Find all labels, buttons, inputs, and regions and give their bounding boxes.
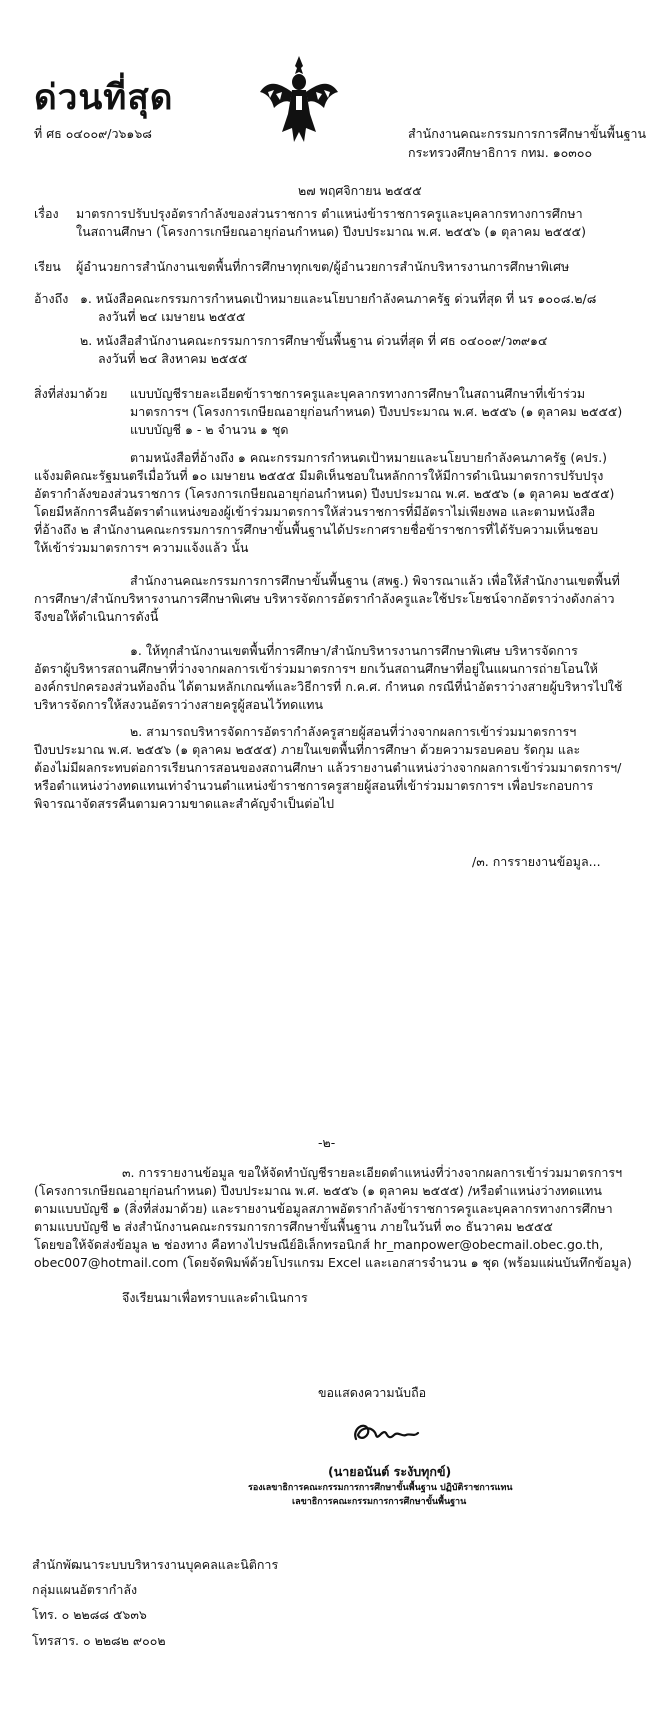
sender-address: กระทรวงศึกษาธิการ กทม. ๑๐๓๐๐ <box>408 145 593 160</box>
body-line: obec007@hotmail.com (โดยจัดพิมพ์ด้วยโปรแกรม Excel และเอกสารจำนวน ๑ ชุด (พร้อมแผ่นบันทึกข้อมูล) <box>34 1255 632 1270</box>
signer-title: เลขาธิการคณะกรรมการการศึกษาขั้นพื้นฐาน <box>292 1497 467 1507</box>
reference-item: ลงวันที่ ๒๔ สิงหาคม ๒๕๕๕ <box>98 351 248 366</box>
group-name: กลุ่มแผนอัตรากำลัง <box>32 1582 138 1597</box>
body-line: ปีงบประมาณ พ.ศ. ๒๕๕๖ (๑ ตุลาคม ๒๕๕๕) ภายในเขตพื้นที่การศึกษา ด้วยความรอบคอบ รัดกุม และ <box>34 742 581 757</box>
closing-text: จึงเรียนมาเพื่อทราบและดำเนินการ <box>122 1290 308 1305</box>
salutation-label: เรียน <box>34 259 61 274</box>
garuda-emblem <box>258 52 340 148</box>
body-line: ตามแบบบัญชี ๑ (สิ่งที่ส่งมาด้วย) และรายงานข้อมูลสภาพอัตรากำลังข้าราชการครูและบุคลากรทางการศึกษา <box>34 1201 613 1216</box>
telephone: โทร. ๐ ๒๒๘๘ ๕๖๓๖ <box>32 1607 147 1622</box>
body-line: ๑. ให้ทุกสำนักงานเขตพื้นที่การศึกษา/สำนักบริหารงานการศึกษาพิเศษ บริหารจัดการ <box>130 643 578 658</box>
body-line: ต้องไม่มีผลกระทบต่อการเรียนการสอนของสถานศึกษา แล้วรายงานตำแหน่งว่างจากผลการเข้าร่วมมาตรการฯ/ <box>34 760 622 775</box>
body-line: ตามหนังสือที่อ้างถึง ๑ คณะกรรมการกำหนดเป้าหมายและนโยบายกำลังคนภาครัฐ (คปร.) <box>130 450 608 465</box>
sender-organization: สำนักงานคณะกรรมการการศึกษาขั้นพื้นฐาน <box>408 126 647 141</box>
body-line: การศึกษา/สำนักบริหารงานการศึกษาพิเศษ บริหารจัดการอัตรากำลังครูและใช้ประโยชน์จากอัตราว่างดังกล่าว <box>34 591 615 606</box>
body-line: ที่อ้างถึง ๒ สำนักงานคณะกรรมการการศึกษาขั้นพื้นฐานได้ประกาศรายชื่อข้าราชการที่ได้รับความเห็นชอบ <box>34 522 599 537</box>
urgent-title: ด่วนที่สุด <box>34 78 174 118</box>
reference-label: อ้างถึง <box>34 291 69 306</box>
body-line: พิจารณาจัดสรรคืนตามความขาดและสำคัญจำเป็นต่อไป <box>34 796 335 811</box>
subject-line: ในสถานศึกษา (โครงการเกษียณอายุก่อนกำหนด) ปีงบประมาณ พ.ศ. ๒๕๕๖ (๑ ตุลาคม ๒๕๕๕) <box>76 224 587 239</box>
body-line: อัตราผู้บริหารสถานศึกษาที่ว่างจากผลการเข้าร่วมมาตรการฯ ยกเว้นสถานศึกษาที่อยู่ในแผนการถ่ายโอนให้ <box>34 661 598 676</box>
body-line: โดยมีหลักการคืนอัตราตำแหน่งของผู้เข้าร่วมมาตรการให้ส่วนราชการที่มีอัตราไม่เพียงพอ และตามหนังสือ <box>34 504 596 519</box>
body-line: บริหารจัดการให้สงวนอัตราว่างสายครูผู้สอนไว้ทดแทน <box>34 697 324 712</box>
regards-text: ขอแสดงความนับถือ <box>318 1385 427 1400</box>
body-line: (โครงการเกษียณอายุก่อนกำหนด) ปีงบประมาณ พ.ศ. ๒๕๕๖ (๑ ตุลาคม ๒๕๕๕) /หรือตำแหน่งว่างทดแทน <box>34 1183 602 1198</box>
body-line: แจ้งมติคณะรัฐมนตรีเมื่อวันที่ ๑๐ เมษายน ๒๕๕๕ มีมติเห็นชอบในหลักการให้มีการดำเนินมาตรการปรับปรุง <box>34 468 604 483</box>
salutation-text: ผู้อำนวยการสำนักงานเขตพื้นที่การศึกษาทุกเขต/ผู้อำนวยการสำนักบริหารงานการศึกษาพิเศษ <box>76 259 570 274</box>
body-line: สำนักงานคณะกรรมการการศึกษาขั้นพื้นฐาน (สพฐ.) พิจารณาแล้ว เพื่อให้สำนักงานเขตพื้นที่ <box>130 573 620 588</box>
body-line: จึงขอให้ดำเนินการดังนี้ <box>34 609 159 624</box>
fax: โทรสาร. ๐ ๒๒๘๒ ๙๐๐๒ <box>32 1633 166 1648</box>
body-line: ตามแบบบัญชี ๒ ส่งสำนักงานคณะกรรมการการศึกษาขั้นพื้นฐาน ภายในวันที่ ๓๐ ธันวาคม ๒๕๕๕ <box>34 1219 553 1234</box>
enclosure-line: มาตรการฯ (โครงการเกษียณอายุก่อนกำหนด) ปีงบประมาณ พ.ศ. ๒๕๕๖ (๑ ตุลาคม ๒๕๕๕) <box>130 404 623 419</box>
reference-item: ลงวันที่ ๒๔ เมษายน ๒๕๕๕ <box>98 309 246 324</box>
body-line: หรือตำแหน่งว่างทดแทนเท่าจำนวนตำแหน่งข้าราชการครูสายผู้สอนที่เข้าร่วมมาตรการฯ เพื่อประกอบการ <box>34 778 594 793</box>
body-line: โดยขอให้จัดส่งข้อมูล ๒ ช่องทาง คือทางไปรษณีย์อิเล็กทรอนิกส์ hr_manpower@obecmail.obec.go.th, <box>34 1237 604 1252</box>
reference-item: ๑. หนังสือคณะกรรมการกำหนดเป้าหมายและนโยบายกำลังคนภาครัฐ ด่วนที่สุด ที่ นร ๑๐๐๘.๒/๘ <box>80 291 597 306</box>
body-line: ๒. สามารถบริหารจัดการอัตรากำลังครูสายผู้สอนที่ว่างจากผลการเข้าร่วมมาตรการฯ <box>130 724 577 739</box>
body-line: อัตรากำลังของส่วนราชการ (โครงการเกษียณอายุก่อนกำหนด) ปีงบประมาณ พ.ศ. ๒๕๕๖ (๑ ตุลาคม ๒๕๕๕) <box>34 486 615 501</box>
office-name: สำนักพัฒนาระบบบริหารงานบุคคลและนิติการ <box>32 1557 279 1572</box>
enclosure-line: แบบบัญชีรายละเอียดข้าราชการครูและบุคลากรทางการศึกษาในสถานศึกษาที่เข้าร่วม <box>130 386 586 401</box>
body-line: ๓. การรายงานข้อมูล ขอให้จัดทำบัญชีรายละเอียดตำแหน่งที่ว่างจากผลการเข้าร่วมมาตรการฯ <box>122 1165 623 1180</box>
reference-item: ๒. หนังสือสำนักงานคณะกรรมการการศึกษาขั้นพื้นฐาน ด่วนที่สุด ที่ ศธ ๐๔๐๐๙/ว๓๙๑๔ <box>80 333 548 348</box>
document-date: ๒๗ พฤศจิกายน ๒๕๕๕ <box>298 183 422 198</box>
enclosure-label: สิ่งที่ส่งมาด้วย <box>34 386 108 401</box>
signature <box>350 1415 422 1449</box>
enclosure-line: แบบบัญชี ๑ - ๒ จำนวน ๑ ชุด <box>130 422 289 437</box>
subject-line: มาตรการปรับปรุงอัตรากำลังของส่วนราชการ ตำแหน่งข้าราชการครูและบุคลากรทางการศึกษา <box>76 206 583 221</box>
page-number: -๒- <box>318 1135 336 1150</box>
subject-label: เรื่อง <box>34 206 59 221</box>
body-line: ให้เข้าร่วมมาตรการฯ ความแจ้งแล้ว นั้น <box>34 540 249 555</box>
body-line: องค์กรปกครองส่วนท้องถิ่น ได้ตามหลักเกณฑ์และวิธีการที่ ก.ค.ศ. กำหนด กรณีที่นำอัตราว่างสายผู้บริหารไปใช้ <box>34 679 623 694</box>
continuation-note: /๓. การรายงานข้อมูล... <box>472 854 601 869</box>
document-number: ที่ ศธ ๐๔๐๐๙/ว๖๑๖๘ <box>34 126 152 141</box>
signer-title: รองเลขาธิการคณะกรรมการการศึกษาขั้นพื้นฐาน ปฏิบัติราชการแทน <box>248 1483 513 1493</box>
signer-name: (นายอนันต์ ระงับทุกข์) <box>328 1464 452 1479</box>
